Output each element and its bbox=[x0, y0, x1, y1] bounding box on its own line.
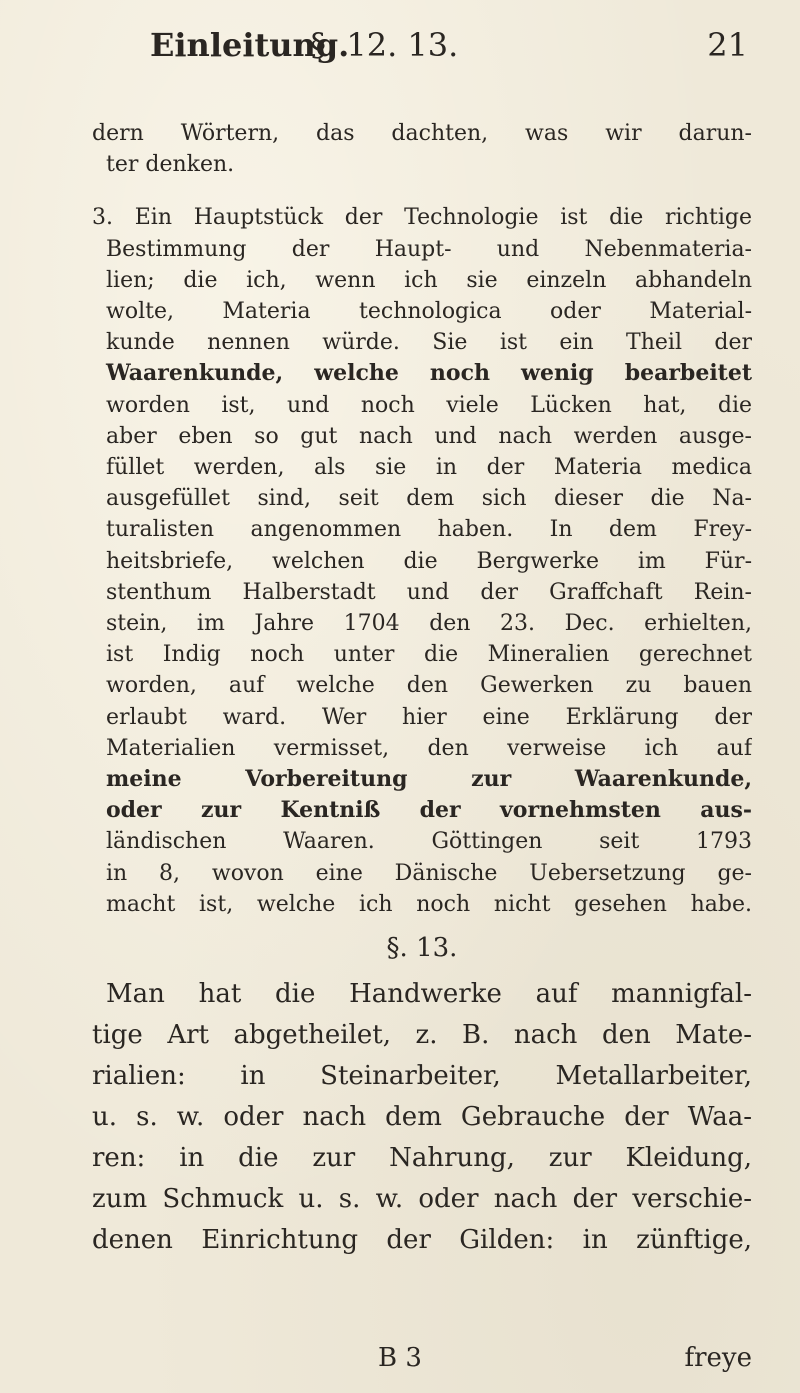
text-line: ren: in die zur Nahrung, zur Kleidung, bbox=[92, 1143, 752, 1174]
signature-mark: B 3 bbox=[378, 1343, 422, 1373]
text-line: ländischen Waaren. Göttingen seit 1793 bbox=[106, 829, 752, 855]
text-line: denen Einrichtung der Gilden: in zünftige, bbox=[92, 1225, 752, 1256]
paragraph-3 bbox=[92, 202, 752, 920]
text-line: stenthum Halberstadt und der Graffchaft Rein- bbox=[106, 579, 752, 605]
text-line: 3. Ein Hauptstück der Technologie ist die richtige bbox=[92, 205, 752, 231]
text-line: tige Art abgetheilet, z. B. nach den Mate- bbox=[92, 1020, 752, 1051]
page-number: 21 bbox=[707, 26, 748, 64]
section-reference: §. 12. 13. bbox=[310, 26, 459, 64]
text-line: dern Wörtern, das dachten, was wir darun- bbox=[92, 121, 752, 146]
text-line: meine Vorbereitung zur Waarenkunde, bbox=[106, 766, 752, 793]
text-line: Waarenkunde, welche noch wenig bearbeitet bbox=[106, 360, 752, 387]
text-line: turalisten angenommen haben. In dem Frey- bbox=[106, 517, 752, 543]
paragraph-continuation bbox=[92, 118, 752, 180]
text-line: ist Indig noch unter die Mineralien gerechnet bbox=[106, 642, 752, 668]
text-line: Materialien vermisset, den verweise ich auf bbox=[106, 735, 752, 761]
text-line: Bestimmung der Haupt- und Nebenmateria- bbox=[106, 236, 752, 262]
text-line: kunde nennen würde. Sie ist ein Theil der bbox=[106, 330, 752, 356]
text-line: in 8, wovon eine Dänische Uebersetzung ge- bbox=[106, 860, 752, 886]
section-heading: §. 13. bbox=[386, 933, 458, 964]
page-body bbox=[92, 118, 752, 1261]
text-line: wolte, Materia technologica oder Material- bbox=[106, 299, 752, 325]
text-line: Man hat die Handwerke auf mannigfal- bbox=[106, 979, 752, 1010]
text-line: erlaubt ward. Wer hier eine Erklärung der bbox=[106, 704, 752, 730]
paragraph-section-13 bbox=[92, 974, 752, 1261]
text-line: lien; die ich, wenn ich sie einzeln abhandeln bbox=[106, 267, 752, 293]
text-line: ter denken. bbox=[106, 152, 235, 178]
text-line: macht ist, welche ich noch nicht gesehen habe. bbox=[106, 891, 752, 917]
text-line: oder zur Kentniß der vornehmsten aus- bbox=[106, 797, 752, 824]
text-line: ausgefüllet sind, seit dem sich dieser die Na- bbox=[106, 486, 752, 512]
text-line: aber eben so gut nach und nach werden ausge- bbox=[106, 423, 752, 449]
text-line: u. s. w. oder nach dem Gebrauche der Waa- bbox=[92, 1102, 752, 1133]
running-title: Einleitung. bbox=[150, 26, 350, 64]
text-line: rialien: in Steinarbeiter, Metallarbeiter, bbox=[92, 1061, 752, 1092]
text-line: füllet werden, als sie in der Materia medica bbox=[106, 455, 752, 481]
text-line: zum Schmuck u. s. w. oder nach der verschie- bbox=[92, 1184, 752, 1215]
text-line: worden ist, und noch viele Lücken hat, die bbox=[106, 392, 752, 418]
text-line: heitsbriefe, welchen die Bergwerke im Für- bbox=[106, 548, 752, 574]
catchword: freye bbox=[684, 1343, 752, 1373]
text-line: worden, auf welche den Gewerken zu bauen bbox=[106, 673, 752, 699]
paragraph-gap bbox=[92, 180, 752, 202]
text-line: stein, im Jahre 1704 den 23. Dec. erhielten, bbox=[106, 611, 752, 637]
page-header bbox=[0, 20, 800, 70]
